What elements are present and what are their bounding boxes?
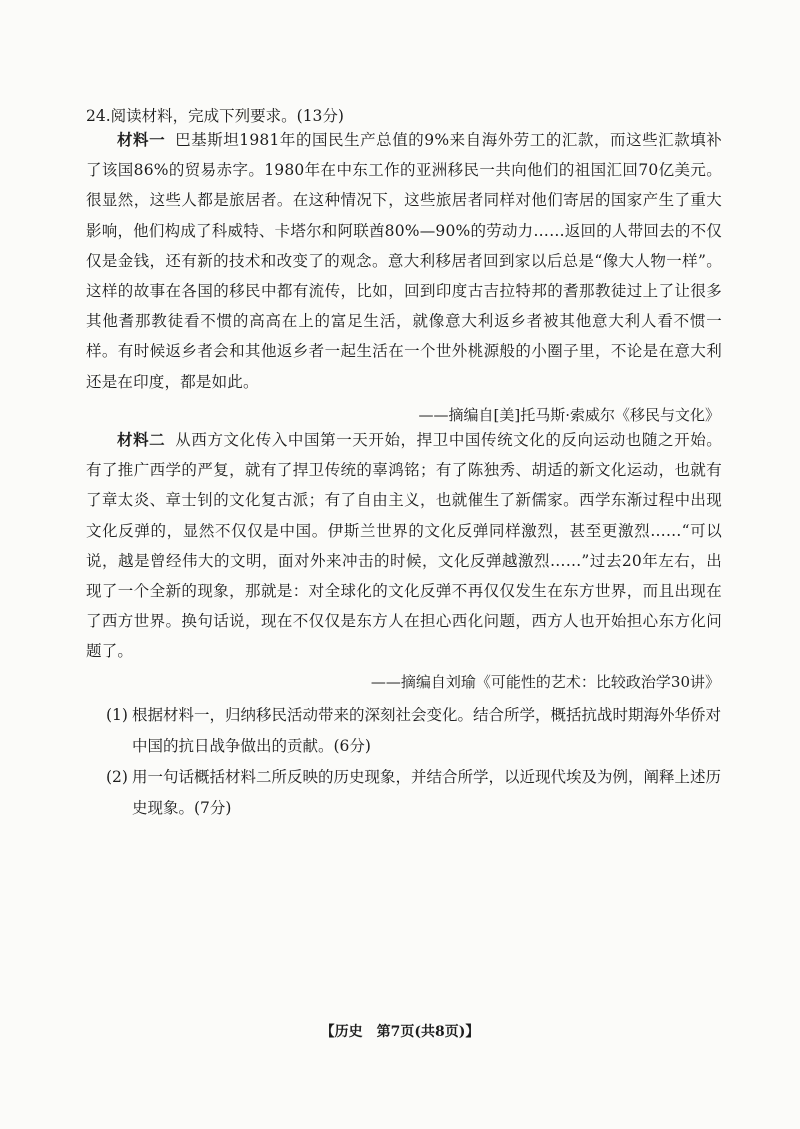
task-one-number: (1) xyxy=(106,706,128,724)
question-header: 24.阅读材料，完成下列要求。(13分) xyxy=(86,107,344,125)
task-one xyxy=(106,700,722,762)
material-one-label: 材料一 xyxy=(117,130,166,149)
task-one-text: 根据材料一，归纳移民活动带来的深刻社会变化。结合所学，概括抗战时期海外华侨对中国的抗日战争做出的贡献。(6分) xyxy=(132,706,722,755)
material-two-label: 材料二 xyxy=(117,430,166,449)
material-one-text: 巴基斯坦1981年的国民生产总值的9%来自海外劳工的汇款，而这些汇款填补了该国86%的贸易赤字。1980年在中东工作的亚洲移民一共向他们的祖国汇回70亿美元。很显然，这些人都是旅居者。在这种情况下，这些旅居者同样对他们寄居的国家产生了重大影响，他们构成了科威特、卡塔尔和阿联酋80%—90%的劳动力……返回的人带回去的不仅仅是金钱，还有新的技术和改变了的观念。意大利移居者回到家以后总是“像大人物一样”。这样的故事在各国的移民中都有流传，比如，回到印度古吉拉特邦的耆那教徒过上了让很多其他耆那教徒看不惯的高高在上的富足生活，就像意大利返乡者被其他意大利人看不惯一样。有时候返乡者会和其他返乡者一起生活在一个世外桃源般的小圈子里，不论是在意大利还是在印度，都是如此。 xyxy=(86,131,722,391)
page-footer: 【历史 第7页(共8页)】 xyxy=(320,1024,480,1040)
task-two-number: (2) xyxy=(106,768,128,786)
material-two-text: 从西方文化传入中国第一天开始，捍卫中国传统文化的反向运动也随之开始。有了推广西学的严复，就有了捍卫传统的辜鸿铭；有了陈独秀、胡适的新文化运动，也就有了章太炎、章士钊的文化复古派；有了自由主义，也就催生了新儒家。西学东渐过程中出现文化反弹的，显然不仅仅是中国。伊斯兰世界的文化反弹同样激烈，甚至更激烈……“可以说，越是曾经伟大的文明，面对外来冲击的时候，文化反弹越激烈……”过去20年左右，出现了一个全新的现象，那就是：对全球化的文化反弹不再仅仅发生在东方世界，而且出现在了西方世界。换句话说，现在不仅仅是东方人在担心西化问题，西方人也开始担心东方化问题了。 xyxy=(86,431,722,661)
task-two xyxy=(106,762,722,824)
material-two xyxy=(86,425,722,667)
material-one xyxy=(86,125,722,397)
material-two-source: ——摘编自刘瑜《可能性的艺术：比较政治学30讲》 xyxy=(370,673,720,691)
task-two-text: 用一句话概括材料二所反映的历史现象，并结合所学，以近现代埃及为例，阐释上述历史现象。(7分) xyxy=(132,768,722,817)
material-one-source: ——摘编自[美]托马斯·索威尔《移民与文化》 xyxy=(418,406,720,424)
